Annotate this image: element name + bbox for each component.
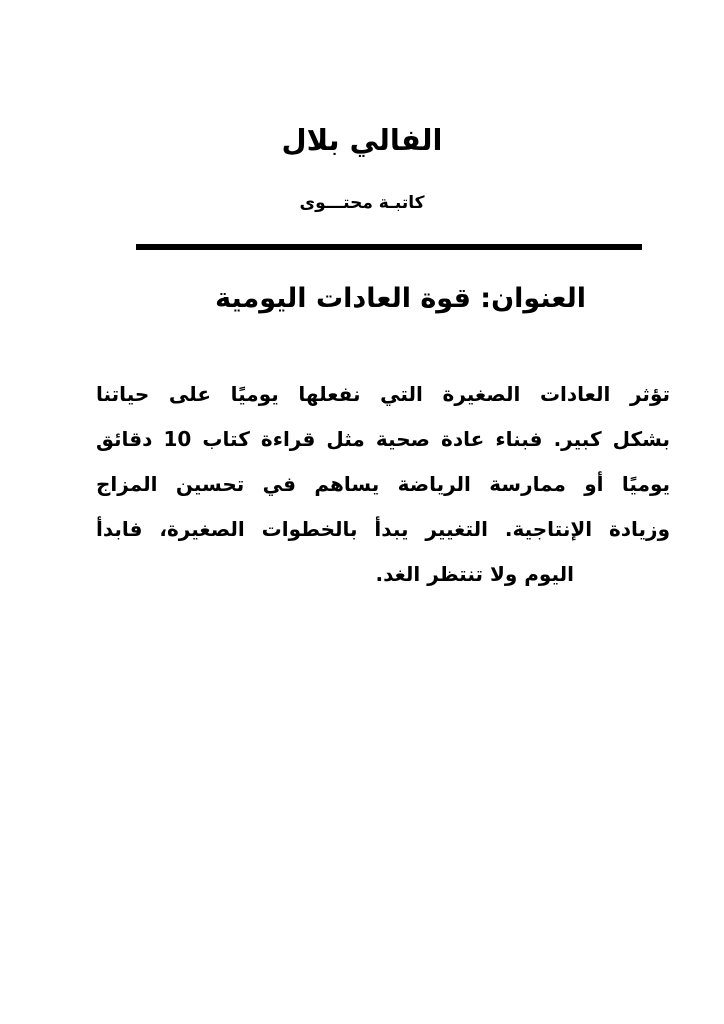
body-line-2: بشكل كبير. فبناء عادة صحية مثل قراءة كتاب 10 دقائق [96, 427, 671, 451]
body-line-5: اليوم ولا تنتظر الغد. [375, 562, 574, 586]
article-body [96, 372, 670, 597]
author-role: كاتبـة محتـــوى [299, 193, 425, 213]
author-name: الفالي بلال [281, 123, 443, 157]
body-line-4: وزيادة الإنتاجية. التغيير يبدأ بالخطوات الصغيرة، فابدأ [96, 517, 670, 541]
body-line-3: يوميًا أو ممارسة الرياضة يساهم في تحسين المزاج [96, 472, 670, 496]
header-divider [136, 244, 642, 250]
article-title: العنوان: قوة العادات اليومية [215, 283, 586, 314]
body-line-1: تؤثر العادات الصغيرة التي نفعلها يوميًا على حياتنا [96, 382, 670, 406]
